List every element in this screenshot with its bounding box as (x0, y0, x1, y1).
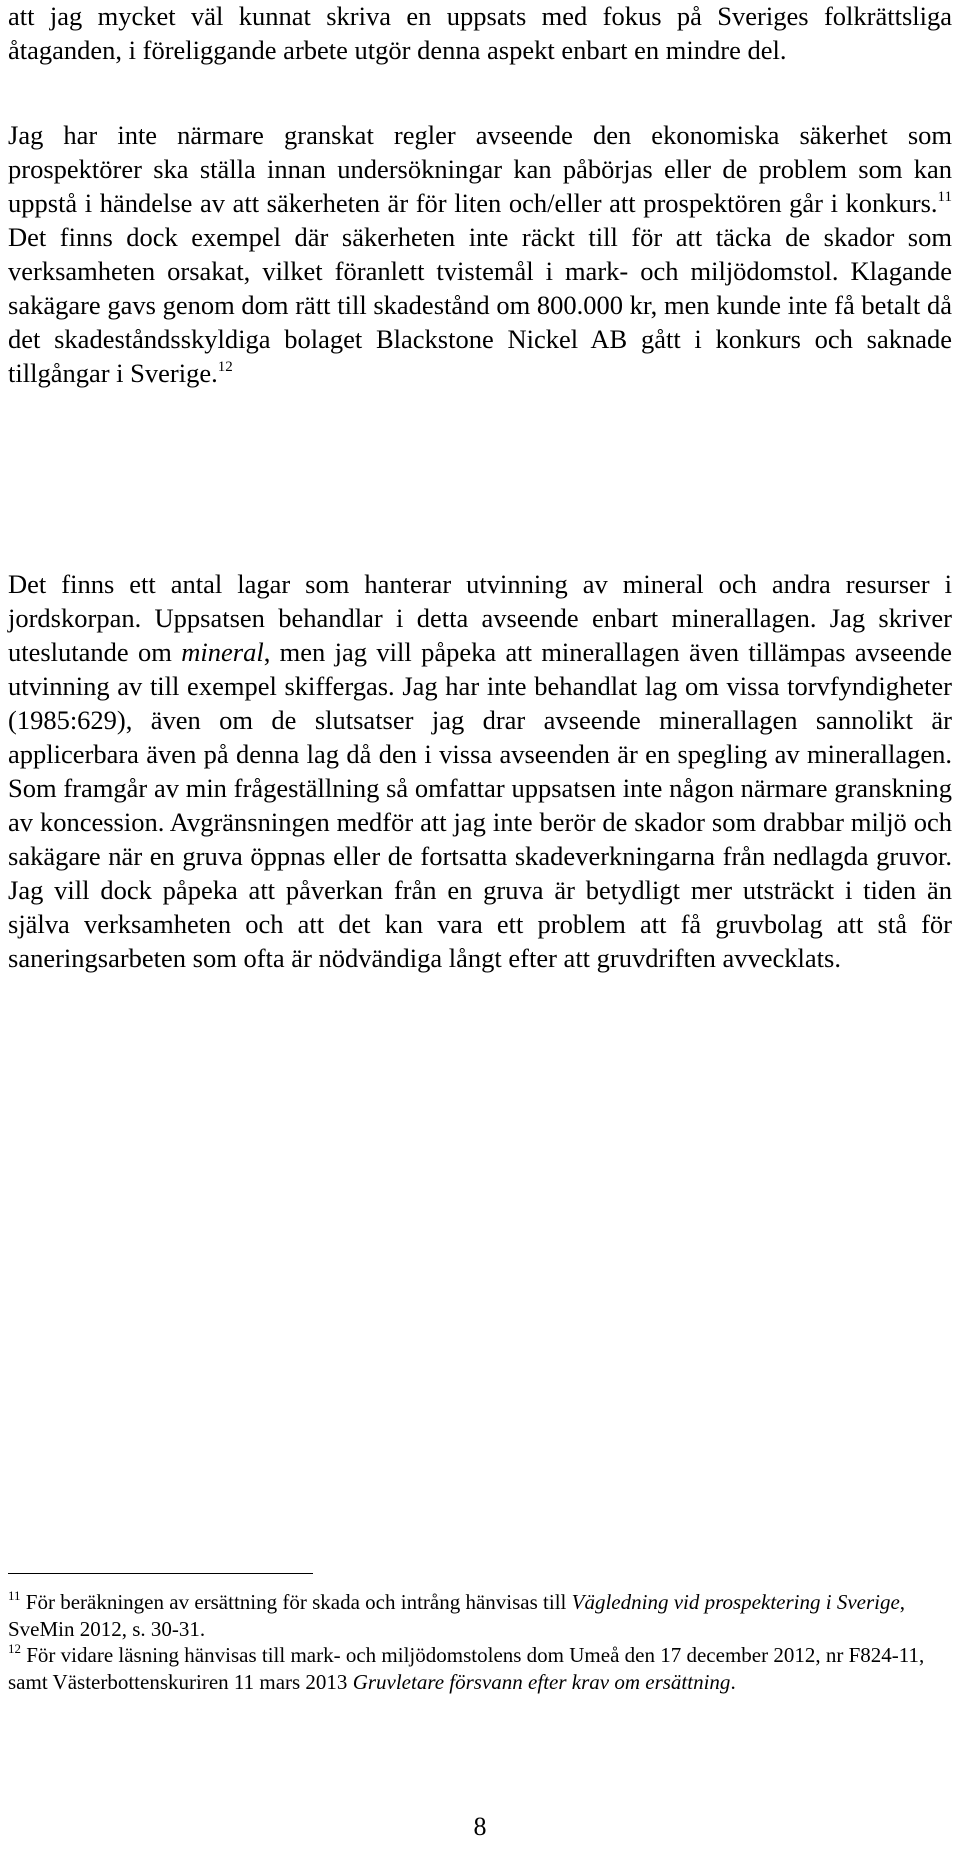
paragraph-3-text-b: , men jag vill påpeka att minerallagen även tillämpas avseende utvinning av till exempel skiffergas. Jag har inte behandlat lag om vissa torvfyndigheter (1985:629), även om de slutsatser jag drar avseende minerallagen sannolikt är applicerbara även på denna lag då den i vissa avseenden är en spegling av minerallagen. Som framgår av min frågeställning så omfattar uppsatsen inte någon närmare granskning av koncession. Avgränsningen medför att jag inte berör de skador som drabbar miljö och sakägare när en gruva öppnas eller de fortsatta skadeverkningarna från nedlagda gruvor. Jag vill dock påpeka att påverkan från en gruva är betydligt mer utsträckt i tiden än själva verksamheten och att det kan vara ett problem att få gruvbolag att stå för saneringsarbeten som ofta är nödvändiga långt efter att gruvdriften avvecklats. (8, 637, 952, 973)
footnote-reference-12[interactable]: 12 (217, 359, 233, 375)
footnote-12 (8, 1642, 952, 1695)
footnote-number: 11 (8, 1588, 21, 1603)
footnote-reference-11[interactable]: 11 (937, 189, 952, 205)
paragraph-3-text-a: Det finns ett antal lagar som hanterar utvinning av mineral och andra resurser i jordskorpan. Uppsatsen behandlar i detta avseende enbart minerallagen. Jag skriver uteslutande om (8, 569, 952, 667)
paragraph-2-text-b: Det finns dock exempel där säkerheten inte räckt till för att täcka de skador som verksamheten orsakat, vilket föranlett tvistemål i mark- och miljödomstol. Klagande sakägare gavs genom dom rätt till skadestånd om 800.000 kr, men kunde inte få betalt då det skadeståndsskyldiga bolaget Blackstone Nickel AB gått i konkurs och saknade tillgångar i Sverige. (8, 222, 952, 388)
paragraph-3-emphasis: mineral (181, 637, 264, 667)
paragraph-3 (8, 567, 952, 975)
footnote-number: 12 (8, 1641, 21, 1656)
page-number: 8 (473, 1812, 487, 1841)
paragraph-2 (8, 118, 952, 390)
footnotes (8, 1589, 952, 1695)
paragraph-1-text: att jag mycket väl kunnat skriva en uppsats med fokus på Sveriges folkrättsliga åtaganden, i föreliggande arbete utgör denna aspekt enbart en mindre del. (8, 1, 952, 65)
footnote-separator (8, 1573, 313, 1574)
footnote-text: För vidare läsning hänvisas till mark- och miljödomstolens dom Umeå den 17 december 2012, nr F824-11, samt Västerbottenskuriren 11 mars 2013 (8, 1643, 925, 1694)
footnote-italic: Vägledning vid prospektering i Sverige (571, 1590, 900, 1614)
document-page (8, 0, 952, 1860)
footnote-text: För beräkningen av ersättning för skada och intrång hänvisas till (20, 1590, 572, 1614)
footnote-text-after: , SveMin 2012, s. 30-31. (8, 1590, 906, 1641)
footnote-11 (8, 1589, 952, 1642)
footnote-text-after: . (730, 1669, 736, 1694)
footnote-italic: Gruvletare försvann efter krav om ersättning (352, 1669, 731, 1694)
paragraph-1 (8, 0, 952, 67)
paragraph-2-text-a: Jag har inte närmare granskat regler avseende den ekonomiska säkerhet som prospektörer ska ställa innan undersökningar kan påbörjas eller de problem som kan uppstå i händelse av att säkerheten är för liten och/eller att prospektören går i konkurs. (8, 120, 952, 218)
